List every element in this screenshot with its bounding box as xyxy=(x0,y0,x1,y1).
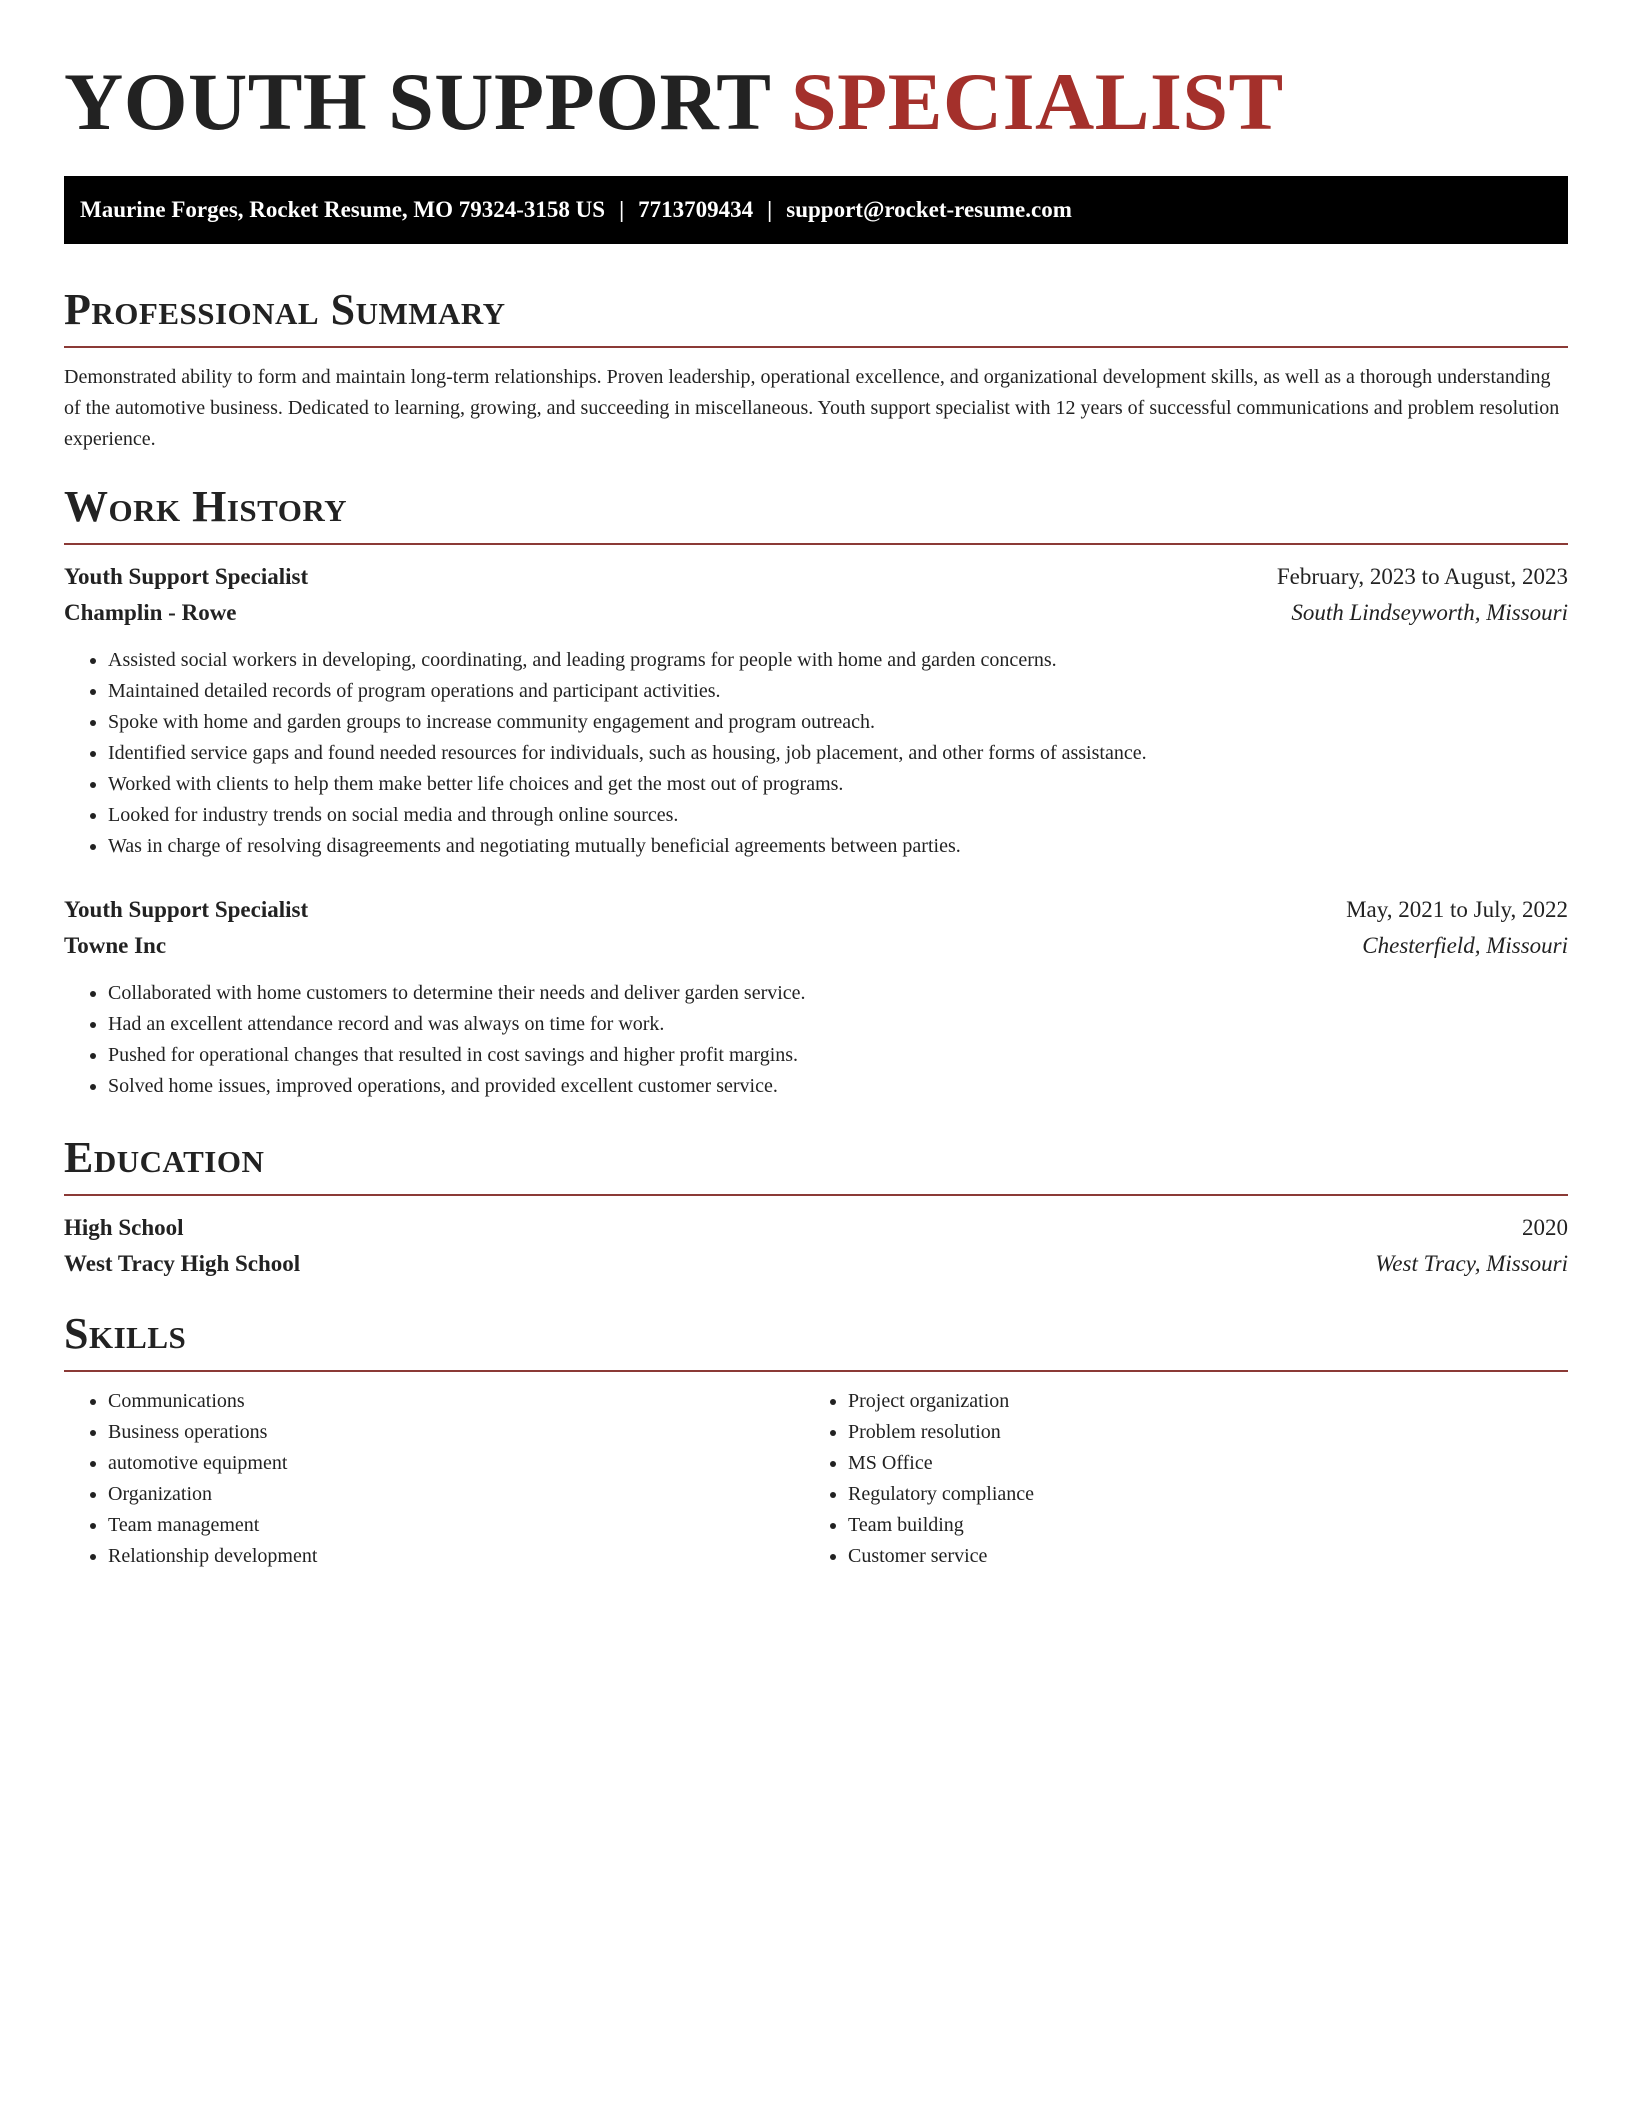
job-location: South Lindseyworth, Missouri xyxy=(1291,600,1568,625)
skills-columns xyxy=(64,1386,1568,1572)
job-bullet: • Looked for industry trends on social media and through online sources. xyxy=(108,800,1568,831)
job-bullet: • Identified service gaps and found needed resources for individuals, such as housing, job placement, and other forms of assistance. xyxy=(108,738,1568,769)
job-bullet: • Pushed for operational changes that resulted in cost savings and higher profit margins. xyxy=(108,1040,1568,1071)
skill-item: • Customer service xyxy=(848,1541,1544,1572)
skills-section xyxy=(64,1308,1568,1572)
job-company-row xyxy=(64,928,1568,964)
skill-item: • Regulatory compliance xyxy=(848,1479,1544,1510)
education-degree: High School xyxy=(64,1215,184,1240)
work-history-section xyxy=(64,481,1568,1102)
summary-text: Demonstrated ability to form and maintain long-term relationships. Proven leadership, operational excellence, and organizational development skills, as well as a thorough understanding of the automotive business. Dedicated to learning, growing, and succeeding in miscellaneous. Youth support specialist with 12 years of successful communications and problem resolution experience. xyxy=(64,366,1560,450)
job-bullet: • Worked with clients to help them make better life choices and get the most out of programs. xyxy=(108,769,1568,800)
section-heading-skills: Skills xyxy=(64,1309,187,1358)
job-bullets xyxy=(64,645,1568,862)
job-title: Youth Support Specialist xyxy=(64,564,309,589)
job-dates: February, 2023 to August, 2023 xyxy=(1276,564,1568,589)
job-company: Towne Inc xyxy=(64,933,167,958)
resume-title xyxy=(64,52,1568,152)
section-heading-summary: Professional Summary xyxy=(64,285,506,334)
skill-item: • Team building xyxy=(848,1510,1544,1541)
section-heading-work-history: Work History xyxy=(64,482,348,531)
education-location: West Tracy, Missouri xyxy=(1375,1251,1568,1276)
job-dates: May, 2021 to July, 2022 xyxy=(1346,897,1568,922)
job-entry xyxy=(64,892,1568,1102)
title-accent: SPECIALIST xyxy=(791,56,1284,147)
skills-list-right xyxy=(804,1386,1544,1572)
job-bullet: • Maintained detailed records of program operations and participant activities. xyxy=(108,676,1568,707)
job-header-row xyxy=(64,559,1568,595)
job-bullets xyxy=(64,978,1568,1102)
job-bullet: • Assisted social workers in developing, coordinating, and leading programs for people with home and garden concerns. xyxy=(108,645,1568,676)
education-section xyxy=(64,1132,1568,1282)
job-bullet: • Was in charge of resolving disagreements and negotiating mutually beneficial agreements between parties. xyxy=(108,831,1568,862)
contact-email: support@rocket-resume.com xyxy=(786,197,1072,222)
section-divider xyxy=(64,346,1568,348)
job-bullet: • Spoke with home and garden groups to increase community engagement and program outreach. xyxy=(108,707,1568,738)
job-bullet: • Solved home issues, improved operations, and provided excellent customer service. xyxy=(108,1071,1568,1102)
summary-section xyxy=(64,284,1568,455)
job-bullet: • Had an excellent attendance record and was always on time for work. xyxy=(108,1009,1568,1040)
skill-item: • Problem resolution xyxy=(848,1417,1544,1448)
skill-item: • Organization xyxy=(108,1479,804,1510)
skill-item: • Relationship development xyxy=(108,1541,804,1572)
education-school-row xyxy=(64,1246,1568,1282)
skill-item: • MS Office xyxy=(848,1448,1544,1479)
section-divider xyxy=(64,1194,1568,1196)
skill-item: • Business operations xyxy=(108,1417,804,1448)
section-divider xyxy=(64,543,1568,545)
section-heading-education: Education xyxy=(64,1133,265,1182)
contact-separator: | xyxy=(619,197,625,222)
job-entry xyxy=(64,559,1568,862)
contact-separator: | xyxy=(767,197,773,222)
education-school: West Tracy High School xyxy=(64,1251,301,1276)
skill-item: • Communications xyxy=(108,1386,804,1417)
skill-item: • Project organization xyxy=(848,1386,1544,1417)
job-company: Champlin - Rowe xyxy=(64,600,237,625)
skill-item: • automotive equipment xyxy=(108,1448,804,1479)
education-year: 2020 xyxy=(1522,1215,1568,1240)
contact-bar xyxy=(64,176,1568,244)
job-location: Chesterfield, Missouri xyxy=(1362,933,1568,958)
job-bullet: • Collaborated with home customers to determine their needs and deliver garden service. xyxy=(108,978,1568,1009)
job-title: Youth Support Specialist xyxy=(64,897,309,922)
title-main: YOUTH SUPPORT xyxy=(64,56,771,147)
skill-item: • Team management xyxy=(108,1510,804,1541)
education-header-row xyxy=(64,1210,1568,1246)
contact-address: Maurine Forges, Rocket Resume, MO 79324-3158 US xyxy=(80,197,606,222)
job-company-row xyxy=(64,595,1568,631)
job-header-row xyxy=(64,892,1568,928)
skills-list-left xyxy=(64,1386,804,1572)
section-divider xyxy=(64,1370,1568,1372)
resume-page xyxy=(64,52,1568,1572)
contact-phone: 7713709434 xyxy=(638,197,754,222)
